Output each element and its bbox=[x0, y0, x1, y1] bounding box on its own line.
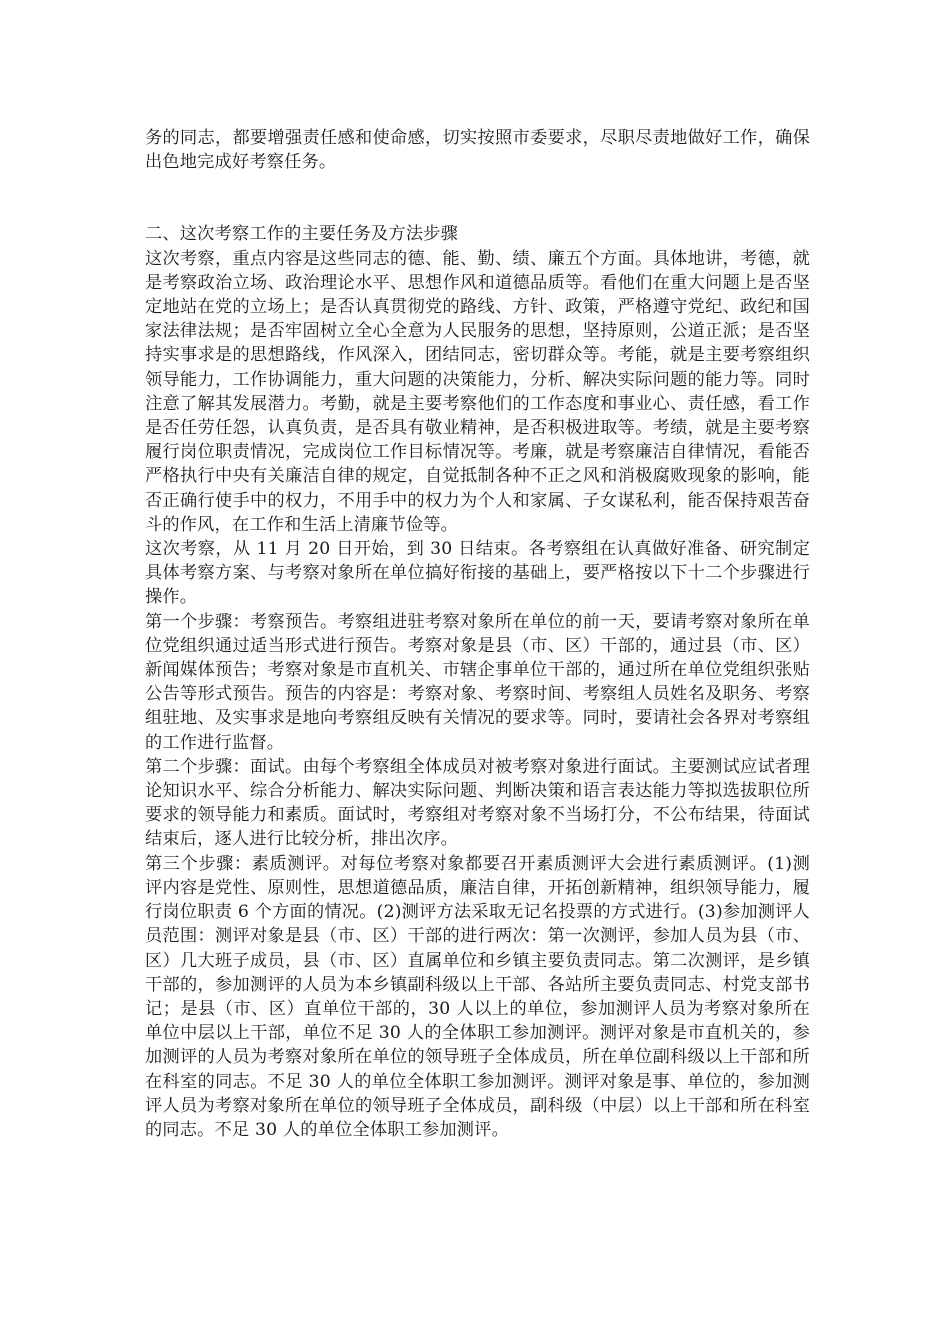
paragraph-schedule: 这次考察，从 11 月 20 日开始，到 30 日结束。各考察组在认真做好准备、研究制定具体考察方案、与考察对象所在单位搞好衔接的基础上，要严格按以下十二个步骤进行操作。 bbox=[145, 539, 810, 608]
paragraph-step-3: 第三个步骤：素质测评。对每位考察对象都要召开素质测评大会进行素质测评。(1)测评内容是党性、原则性，思想道德品质，廉洁自律，开拓创新精神，组织领导能力，履行岗位职责 6 个方面的情况。(2)测评方法采取无记名投票的方式进行。(3)参加测评人员范围：测评对象是县（市、区）干部的进行两次：第一次测评，参加人员为县（市、区）几大班子成员，县（市、区）直属单位和乡镇主要负责同志。第二次测评，是乡镇干部的，参加测评的人员为本乡镇副科级以上干部、各站所主要负责同志、村党支部书记；是县（市、区）直单位干部的，30 人以上的单位，参加测评人员为考察对象所在单位中层以上干部，单位不足 30 人的全体职工参加测评。测评对象是市直机关的，参加测评的人员为考察对象所在单位的领导班子全体成员，所在单位副科级以上干部和所在科室的同志。不足 30 人的单位全体职工参加测评。测评对象是事、单位的，参加测评人员为考察对象所在单位的领导班子全体成员，副科级（中层）以上干部和所在科室的同志。不足 30 人的单位全体职工参加测评。 bbox=[145, 853, 810, 1140]
intro-tail-paragraph: 务的同志，都要增强责任感和使命感，切实按照市委要求，尽职尽责地做好工作，确保出色地完成好考察任务。 bbox=[145, 128, 810, 173]
paragraph-assessment-content: 这次考察，重点内容是这些同志的德、能、勤、绩、廉五个方面。具体地讲，考德，就是考察政治立场、政治理论水平、思想作风和道德品质等。看他们在重大问题上是否坚定地站在党的立场上；是否认真贯彻党的路线、方针、政策，严格遵守党纪、政纪和国家法律法规；是否牢固树立全心全意为人民服务的思想，坚持原则，公道正派；是否坚持实事求是的思想路线，作风深入，团结同志，密切群众等。考能，就是主要考察组织领导能力，工作协调能力，重大问题的决策能力，分析、解决实际问题的能力等。同时注意了解其发展潜力。考勤，就是主要考察他们的工作态度和事业心、责任感，看工作是否任劳任怨，认真负责，是否具有敬业精神，是否积极进取等。考绩，就是主要考察履行岗位职责情况，完成岗位工作目标情况等。考廉，就是考察廉洁自律情况，看能否严格执行中央有关廉洁自律的规定，自觉抵制各种不正之风和消极腐败现象的影响，能否正确行使手中的权力，不用手中的权力为个人和家属、子女谋私利，能否保持艰苦奋斗的作风，在工作和生活上清廉节俭等。 bbox=[145, 248, 810, 535]
document-page bbox=[145, 126, 810, 1142]
section-heading: 二、这次考察工作的主要任务及方法步骤 bbox=[145, 224, 458, 245]
paragraph-gap bbox=[145, 174, 810, 222]
paragraph-step-2: 第二个步骤：面试。由每个考察组全体成员对被考察对象进行面试。主要测试应试者理论知识水平、综合分析能力、解决实际问题、判断决策和语言表达能力等拟选拔职位所要求的领导能力和素质。面试时，考察组对考察对象不当场打分，不公布结果，待面试结束后，逐人进行比较分析，排出次序。 bbox=[145, 756, 810, 850]
paragraph-step-1: 第一个步骤：考察预告。考察组进驻考察对象所在单位的前一天，要请考察对象所在单位党组织通过适当形式进行预告。考察对象是县（市、区）干部的，通过县（市、区）新闻媒体预告；考察对象是市直机关、市辖企事单位干部的，通过所在单位党组织张贴公告等形式预告。预告的内容是：考察对象、考察时间、考察组人员姓名及职务、考察组驻地、及实事求是地向考察组反映有关情况的要求等。同时，要请社会各界对考察组的工作进行监督。 bbox=[145, 611, 810, 753]
